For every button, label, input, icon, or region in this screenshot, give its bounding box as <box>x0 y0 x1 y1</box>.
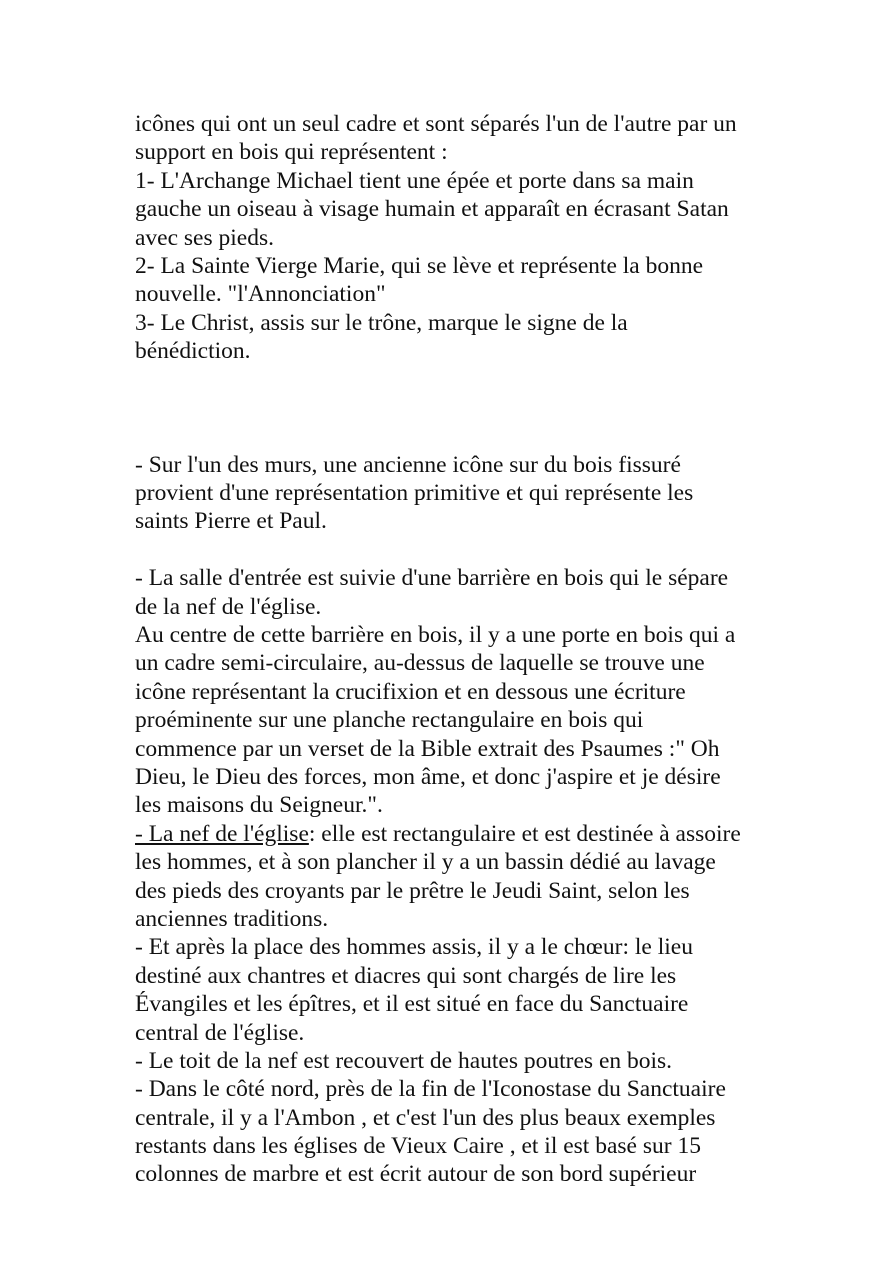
text-line: les maisons du Seigneur.". <box>135 792 383 819</box>
text-line: nouvelle. "l'Annonciation" <box>135 281 386 308</box>
text-line: gauche un oiseau à visage humain et apparaît en écrasant Satan <box>135 196 729 223</box>
text-line: support en bois qui représentent : <box>135 139 448 166</box>
text-line: Dieu, le Dieu des forces, mon âme, et donc j'aspire et je désire <box>135 763 721 790</box>
text-line: Au centre de cette barrière en bois, il y a une porte en bois qui a <box>135 622 736 649</box>
text-line: 1- L'Archange Michael tient une épée et porte dans sa main <box>135 167 694 194</box>
text-line: colonnes de marbre et est écrit autour de son bord supérieur <box>135 1161 697 1188</box>
blank-line <box>135 394 775 422</box>
text-line: un cadre semi-circulaire, au-dessus de laquelle se trouve une <box>135 650 705 677</box>
text-line: commence par un verset de la Bible extrait des Psaumes :" Oh <box>135 735 720 762</box>
text-line: - Dans le côté nord, près de la fin de l'Iconostase du Sanctuaire <box>135 1076 726 1103</box>
text-line: les hommes, et à son plancher il y a un bassin dédié au lavage <box>135 849 716 876</box>
nef-heading-line <box>135 820 775 848</box>
text-line: centrale, il y a l'Ambon , et c'est l'un des plus beaux exemples <box>135 1104 716 1131</box>
text-line: icônes qui ont un seul cadre et sont séparés l'un de l'autre par un <box>135 111 737 137</box>
text-line: restants dans les églises de Vieux Caire , et il est basé sur 15 <box>135 1133 701 1160</box>
text-line: - La salle d'entrée est suivie d'une barrière en bois qui le sépare <box>135 565 729 592</box>
text-line: saints Pierre et Paul. <box>135 508 327 535</box>
nef-heading: - La nef de l'église <box>135 820 309 847</box>
text-line: provient d'une représentation primitive et qui représente les <box>135 480 694 507</box>
text-line: proéminente sur une planche rectangulaire en bois qui <box>135 707 644 734</box>
text-line: de la nef de l'église. <box>135 593 322 620</box>
body-text <box>135 110 775 1189</box>
text-line: - Sur l'un des murs, une ancienne icône sur du bois fissuré <box>135 451 681 478</box>
text-line: icône représentant la crucifixion et en dessous une écriture <box>135 678 686 705</box>
text-line: - Le toit de la nef est recouvert de hautes poutres en bois. <box>135 1047 673 1074</box>
text-line: central de l'église. <box>135 1019 305 1046</box>
text-line: des pieds des croyants par le prêtre le Jeudi Saint, selon les <box>135 877 690 904</box>
blank-line <box>135 366 775 394</box>
text-line: - Et après la place des hommes assis, il y a le chœur: le lieu <box>135 934 693 961</box>
text-line: 3- Le Christ, assis sur le trône, marque le signe de la <box>135 309 628 336</box>
text-line: Évangiles et les épîtres, et il est situé en face du Sanctuaire <box>135 991 689 1018</box>
text-line: 2- La Sainte Vierge Marie, qui se lève et représente la bonne <box>135 252 704 279</box>
text-line: bénédiction. <box>135 338 251 365</box>
text-line: anciennes traditions. <box>135 905 329 932</box>
nef-heading-rest: : elle est rectangulaire et est destinée à assoire <box>308 820 741 847</box>
blank-line <box>135 422 775 450</box>
text-line: avec ses pieds. <box>135 224 274 251</box>
text-line: destiné aux chantres et diacres qui sont chargés de lire les <box>135 962 677 989</box>
blank-line <box>135 536 775 564</box>
